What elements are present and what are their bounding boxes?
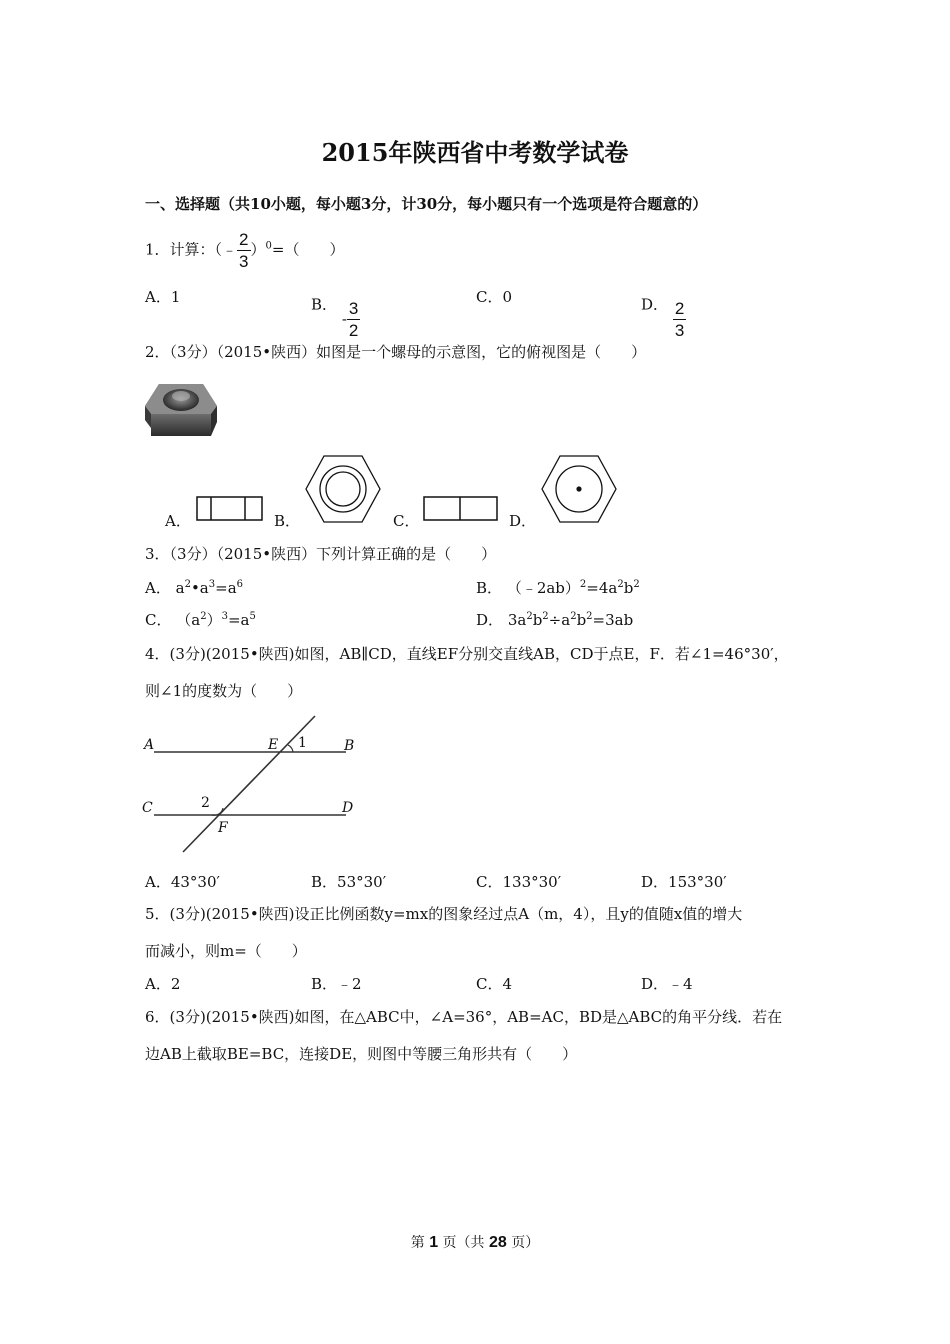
q3-d-part: b — [576, 611, 587, 629]
q1-option-b-fraction — [347, 300, 360, 339]
question-1-stem — [145, 231, 344, 270]
q3-b-sup: 2 — [617, 579, 624, 590]
q3-a-part: =a — [215, 579, 237, 597]
q1-frac-den: 3 — [239, 252, 249, 271]
label-e: E — [268, 737, 279, 753]
angle-2-arc — [212, 808, 223, 815]
question-4-stem-line1: 4．(3分)(2015•陕西)如图，AB∥CD，直线EF分别交直线AB，CD于点E，F．若∠1=46°30′， — [145, 645, 789, 663]
q3-c-sup: 3 — [221, 611, 228, 622]
q3-d-part: b — [532, 611, 543, 629]
q1-stem-pre: 1．计算：（﹣ — [145, 240, 238, 259]
q1-b-num: 3 — [348, 299, 359, 318]
q3-b-part: =4a — [586, 579, 618, 597]
q2-option-a[interactable]: A． — [165, 512, 191, 530]
label-c: C — [142, 800, 153, 816]
q2-option-c[interactable]: C． — [393, 512, 420, 530]
q3-a-part: a — [175, 579, 185, 597]
footer-text: 页（共 — [438, 1235, 489, 1251]
q1-option-b-label: B． — [311, 295, 338, 314]
q4-option-c[interactable]: C．133°30′ — [476, 873, 562, 891]
q3-c-part: （a — [176, 611, 201, 629]
q3-option-d-label: D． — [476, 611, 504, 629]
q3-b-part: （﹣2ab） — [506, 579, 580, 597]
q3-option-b[interactable] — [476, 577, 640, 598]
q1-stem-end: =（ ） — [271, 240, 345, 259]
question-4-stem-line2: 则∠1的度数为（ ） — [145, 682, 303, 700]
q3-c-sup: 5 — [249, 611, 256, 622]
q2-option-b-figure[interactable] — [304, 453, 382, 525]
q3-option-c[interactable] — [145, 609, 256, 630]
question-3-stem: 3．（3分）（2015•陕西）下列计算正确的是（ ） — [145, 545, 497, 563]
q3-b-sup: 2 — [579, 579, 587, 590]
q3-d-part: ÷a — [548, 611, 571, 629]
q3-b-part: b — [623, 579, 634, 597]
question-6-stem-line2: 边AB上截取BE=BC，连接DE，则图中等腰三角形共有（ ） — [145, 1045, 578, 1063]
q2-option-d-figure[interactable] — [540, 453, 618, 525]
angle-1-arc — [288, 745, 293, 752]
q3-option-d[interactable] — [476, 609, 633, 630]
q3-a-sup: 2 — [184, 579, 191, 590]
footer-text: 第 — [410, 1235, 430, 1251]
label-b: B — [344, 738, 355, 754]
q5-option-d[interactable]: D．﹣4 — [641, 975, 693, 993]
q2-option-d[interactable]: D． — [509, 512, 537, 530]
q3-b-sup: 2 — [633, 579, 640, 590]
q3-d-part: 3a — [507, 611, 527, 629]
q2-option-a-figure[interactable] — [196, 496, 264, 522]
q1-d-den: 3 — [674, 321, 685, 340]
q4-option-d[interactable]: D．153°30′ — [641, 873, 727, 891]
q3-option-b-label: B． — [476, 579, 503, 597]
question-5-stem-line1: 5．(3分)(2015•陕西)设正比例函数y=mx的图象经过点A（m，4），且y的值随x值的增大 — [145, 905, 743, 923]
label-angle-1: 1 — [298, 735, 307, 751]
q3-a-sup: 3 — [208, 579, 216, 590]
q3-option-a-label: A． — [145, 579, 171, 597]
q5-option-c[interactable]: C．4 — [476, 975, 513, 993]
q1-option-b[interactable] — [311, 286, 360, 340]
label-angle-2: 2 — [201, 795, 210, 811]
q3-d-sup: 2 — [526, 611, 533, 622]
q1-option-d[interactable] — [641, 286, 686, 340]
q1-option-b-sign: - — [341, 309, 347, 328]
q4-option-a[interactable]: A．43°30′ — [145, 873, 220, 891]
question-5-stem-line2: 而减小，则m=（ ） — [145, 942, 307, 960]
q1-option-d-fraction — [673, 300, 686, 339]
q5-option-a[interactable]: A．2 — [145, 975, 181, 993]
page-title: 2015年陕西省中考数学试卷 — [321, 138, 629, 167]
q3-d-part: =3ab — [592, 611, 634, 629]
q1-exponent: 0 — [265, 240, 272, 252]
q3-a-part: •a — [190, 579, 209, 597]
q3-option-c-label: C． — [145, 611, 172, 629]
q1-option-c[interactable]: C．0 — [476, 288, 513, 306]
q3-d-sup: 2 — [586, 611, 593, 622]
q3-c-part: =a — [227, 611, 250, 629]
label-a: A — [144, 737, 155, 753]
footer-total-pages: 28 — [489, 1234, 507, 1251]
q1-option-d-label: D． — [641, 295, 669, 314]
q3-c-sup: 2 — [200, 611, 207, 622]
page-footer — [0, 1232, 950, 1252]
footer-page-number: 1 — [429, 1234, 439, 1251]
line-ef — [183, 716, 315, 852]
q3-c-part: ） — [206, 611, 222, 629]
nut-image — [143, 378, 219, 438]
q1-stem-post: ） — [250, 240, 266, 259]
question-6-stem-line1: 6．(3分)(2015•陕西)如图，在△ABC中，∠A=36°，AB=AC，BD是△ABC的角平分线．若在 — [145, 1008, 783, 1026]
label-f: F — [218, 820, 228, 836]
q1-b-den: 2 — [348, 321, 359, 340]
footer-text: 页） — [506, 1235, 540, 1251]
q1-frac-num: 2 — [239, 230, 249, 249]
q4-figure — [140, 712, 365, 857]
q3-option-a[interactable] — [145, 577, 243, 598]
q3-d-sup: 2 — [570, 611, 577, 622]
q1-d-num: 2 — [674, 299, 685, 318]
q3-d-sup: 2 — [542, 611, 549, 622]
q1-option-a[interactable]: A．1 — [145, 288, 181, 306]
q2-option-b[interactable]: B． — [274, 512, 301, 530]
q2-option-c-figure[interactable] — [423, 496, 499, 522]
q1-fraction — [237, 231, 250, 270]
label-d: D — [342, 800, 354, 816]
q5-option-b[interactable]: B．﹣2 — [311, 975, 362, 993]
section-heading: 一、选择题（共10小题，每小题3分，计30分，每小题只有一个选项是符合题意的） — [145, 195, 708, 213]
q3-a-sup: 6 — [236, 579, 244, 590]
question-2-stem: 2．（3分）（2015•陕西）如图是一个螺母的示意图，它的俯视图是（ ） — [145, 343, 647, 361]
q4-option-b[interactable]: B．53°30′ — [311, 873, 387, 891]
